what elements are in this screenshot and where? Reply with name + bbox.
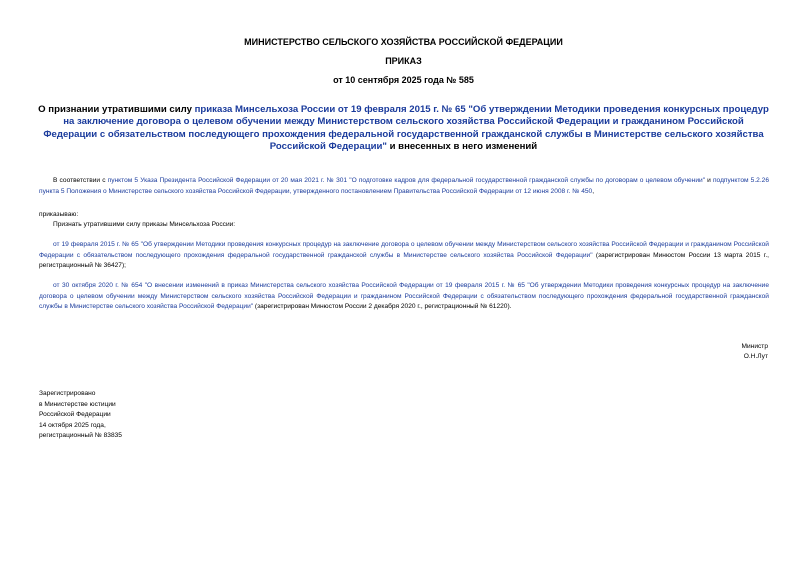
basis-paragraph xyxy=(39,176,769,197)
recognize-paragraph: Признать утратившими силу приказы Минсельхоза России: xyxy=(53,221,236,228)
basis-suffix: , xyxy=(592,187,595,195)
item2-link[interactable]: от 30 октября 2020 г. № 654 "О внесении изменений в приказ Министерства сельского хозяйства Российской Федерации от 19 февраля 2015 г. № 65 "Об утверждении Методики проведения конкурсных процедур на заключение договора о целевом обучении между Министерством сельского хозяйства Российской Федерации и гражданином Российской Федерации с обязательством последующего прохождения федеральной государственной гражданской службы в Министерстве сельского хозяйства Российской Федерации" xyxy=(39,282,769,310)
title-suffix: и внесенных в него изменений xyxy=(386,141,538,153)
basis-link-regulation[interactable]: подпунктом 5.2.26 пункта 5 Положения о Министерстве сельского хозяйства Российской Федерации, утвержденного постановлением Правительства Российской Федерации от 12 июня 2008 г. № 450 xyxy=(39,177,769,195)
date-number-line: от 10 сентября 2025 года № 585 xyxy=(333,75,474,85)
signature-position: Министр xyxy=(741,343,768,350)
basis-middle: и xyxy=(705,177,713,184)
ministry-header: МИНИСТЕРСТВО СЕЛЬСКОГО ХОЗЯЙСТВА РОССИЙСКОЙ ФЕДЕРАЦИИ xyxy=(244,37,563,47)
item1-suffix: (зарегистрирован Минюстом России 13 марта 2015 г., регистрационный № 36427); xyxy=(39,251,769,269)
basis-prefix: В соответствии с xyxy=(53,177,108,184)
document-title xyxy=(38,104,769,154)
repealed-item-1 xyxy=(39,240,769,272)
registration-line: регистрационный № 83835 xyxy=(39,432,122,440)
item2-suffix: (зарегистрирован Минюстом России 2 декабря 2020 г., регистрационный № 61220). xyxy=(253,303,512,310)
repealed-item-2 xyxy=(39,281,769,313)
order-word: приказываю: xyxy=(39,211,79,218)
item1-link[interactable]: от 19 февраля 2015 г. № 65 "Об утверждении Методики проведения конкурсных процедур на заключение договора о целевом обучении между Министерством сельского хозяйства Российской Федерации и гражданином Российской Федерации с обязательством последующего прохождения федеральной государственной гражданской службы в Министерстве сельского хозяйства Российской Федерации" xyxy=(39,241,769,259)
basis-link-decree[interactable]: пунктом 5 Указа Президента Российской Федерации от 20 мая 2021 г. № 301 "О подготовке кадров для федеральной государственной гражданской службы по договорам о целевом обучении" xyxy=(107,177,706,184)
signature-name: О.Н.Лут xyxy=(743,353,768,360)
doc-type-heading: ПРИКАЗ xyxy=(385,56,422,66)
title-link[interactable]: приказа Минсельхоза России от 19 февраля 2015 г. № 65 "Об утверждении Методики проведения конкурсных процедур на заключение договора о целевом обучении между Министерством сельского хозяйства Российской Федерации и гражданином Российской Федерации с обязательством последующего прохождения федеральной государственной гражданской службы в Министерстве сельского хозяйства Российской Федерации" xyxy=(43,104,769,153)
registration-line: Российской Федерации xyxy=(39,411,111,419)
registration-line: в Министерстве юстиции xyxy=(39,400,116,408)
title-prefix: О признании утратившими силу xyxy=(38,104,195,115)
registration-block xyxy=(39,389,122,442)
registration-line: 14 октября 2025 года, xyxy=(39,421,106,429)
registration-line: Зарегистрировано xyxy=(39,390,96,397)
